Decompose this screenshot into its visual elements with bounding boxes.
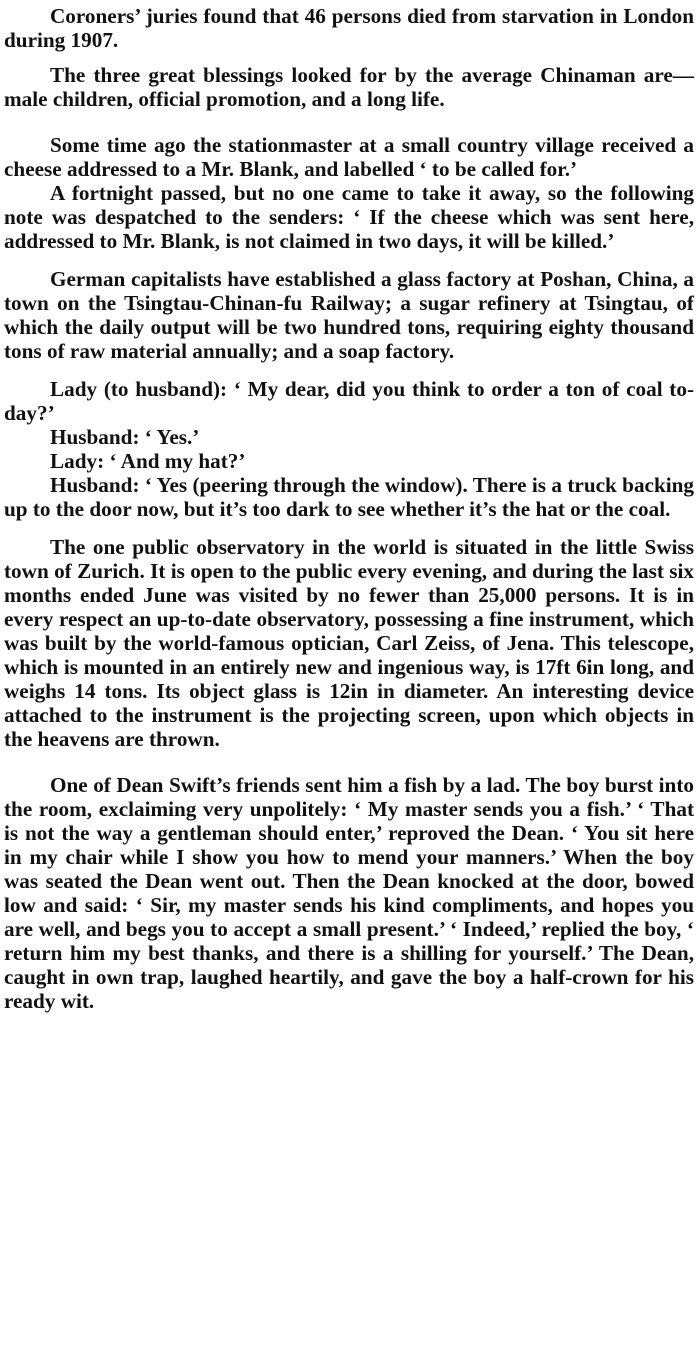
paragraph: Lady (to husband): ‘ My dear, did you think to order a ton of coal to-day?’ <box>4 377 694 425</box>
paragraph: Lady: ‘ And my hat?’ <box>50 449 246 473</box>
item-dean-swift <box>4 773 694 1013</box>
paragraph: One of Dean Swift’s friends sent him a fish by a lad. The boy burst into the room, exclaiming very unpolitely: ‘ My master sends you a fish.’ ‘ That is not the way a gentleman should enter,’ reproved the Dean. ‘ You sit here in my chair while I show you how to mend your manners.’ When the boy was seated the Dean went out. Then the Dean knocked at the door, bowed low and said: ‘ Sir, my master sends his kind compliments, and hopes you are well, and begs you to accept a small present.’ ‘ Indeed,’ replied the boy, ‘ return him my best thanks, and there is a shilling for yourself.’ The Dean, caught in own trap, laughed heartily, and gave the boy a half-crown for his ready wit. <box>4 773 694 1013</box>
item-stationmaster-cheese <box>4 133 694 253</box>
paragraph: The three great blessings looked for by the average Chinaman are—male children, official promotion, and a long life. <box>4 63 694 111</box>
paragraph: Some time ago the stationmaster at a small country village received a cheese addressed to a Mr. Blank, and labelled ‘ to be called for.’ <box>4 133 694 181</box>
item-coroners-juries <box>4 4 694 52</box>
item-german-capitalists <box>4 267 694 363</box>
paragraph: German capitalists have established a glass factory at Poshan, China, a town on the Tsingtau-Chinan-fu Railway; a sugar refinery at Tsingtau, of which the daily output will be two hundred tons, requiring eighty thousand tons of raw material annually; and a soap factory. <box>4 267 694 363</box>
paragraph: A fortnight passed, but no one came to take it away, so the following note was despatched to the senders: ‘ If the cheese which was sent here, addressed to Mr. Blank, is not claimed in two days, it will be killed.’ <box>4 181 694 253</box>
paragraph: Coroners’ juries found that 46 persons died from starvation in London during 1907. <box>4 4 694 52</box>
paragraph: Husband: ‘ Yes (peering through the window). There is a truck backing up to the door now, but it’s too dark to see whether it’s the hat or the coal. <box>4 473 694 521</box>
paragraph: Husband: ‘ Yes.’ <box>50 425 200 449</box>
paragraph: The one public observatory in the world is situated in the little Swiss town of Zurich. It is open to the public every evening, and during the last six months ended June was visited by no fewer than 25,000 persons. It is in every respect an up-to-date observatory, possessing a fine instrument, which was built by the world-famous optician, Carl Zeiss, of Jena. This telescope, which is mounted in an entirely new and ingenious way, is 17ft 6in long, and weighs 14 tons. Its object glass is 12in in diameter. An interesting device attached to the instrument is the projecting screen, upon which objects in the heavens are thrown. <box>4 535 694 751</box>
newspaper-column <box>4 4 694 1013</box>
item-lady-husband-dialogue <box>4 377 694 521</box>
item-three-blessings <box>4 63 694 111</box>
item-zurich-observatory <box>4 535 694 751</box>
